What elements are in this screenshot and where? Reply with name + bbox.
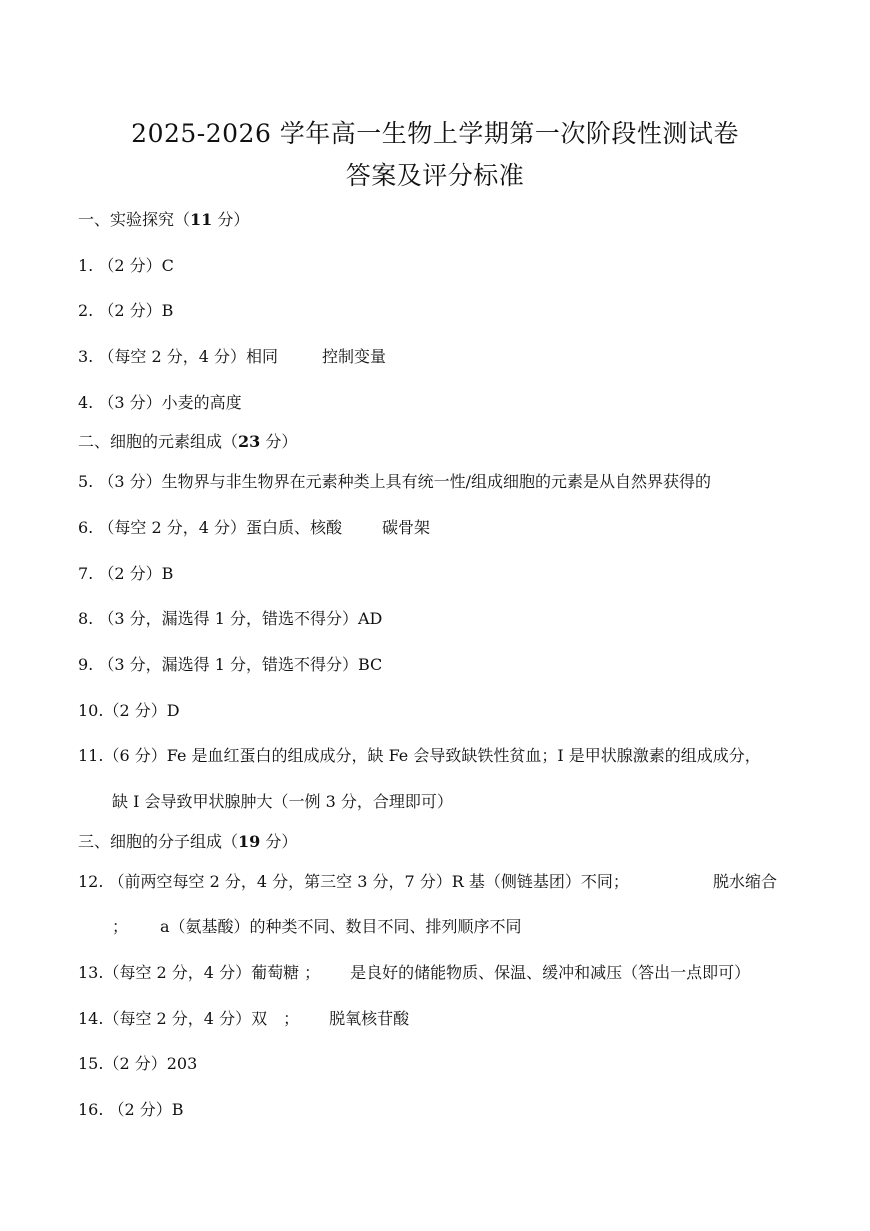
section-heading-1	[78, 209, 249, 231]
answer-3	[78, 346, 386, 368]
section-points: 11	[190, 210, 213, 229]
section-heading-prefix: 一、实验探究（	[78, 210, 191, 229]
answer-12-separator: ；	[112, 917, 129, 936]
answer-12-part-2: 脱水缩合	[713, 872, 778, 891]
page-subtitle: 答案及评分标准	[345, 161, 525, 190]
section-heading-3	[78, 831, 297, 853]
answer-14-part-1: 14.（每空 2 分，4 分）双 ；	[78, 1009, 300, 1028]
answer-6-part-1: 6. （每空 2 分，4 分）蛋白质、核酸	[78, 518, 342, 537]
answer-12-part-3: a（氨基酸）的种类不同、数目不同、排列顺序不同	[160, 917, 522, 936]
answer-10: 10.（2 分）D	[78, 701, 180, 720]
page-title: 2025-2026 学年高一生物上学期第一次阶段性测试卷	[131, 119, 739, 148]
answer-8: 8. （3 分，漏选得 1 分，错选不得分）AD	[78, 609, 383, 628]
section-heading-2	[78, 431, 297, 453]
section-points: 23	[238, 432, 261, 451]
answer-12-line-1: 12. （前两空每空 2 分，4 分，第三空 3 分，7 分）R 基（侧链基团）不同；	[78, 872, 629, 891]
section-heading-suffix: 分）	[260, 832, 298, 851]
answer-13-part-2: 是良好的储能物质、保温、缓冲和减压（答出一点即可）	[350, 963, 751, 982]
answer-14-part-2: 脱氧核苷酸	[329, 1009, 410, 1028]
section-heading-suffix: 分）	[260, 432, 298, 451]
answer-6	[78, 517, 430, 539]
answer-14	[78, 1008, 409, 1030]
answer-7: 7. （2 分）B	[78, 564, 174, 583]
answer-11-line-1: 11.（6 分）Fe 是血红蛋白的组成成分，缺 Fe 会导致缺铁性贫血；I 是甲状腺激素的组成成分，	[78, 746, 761, 765]
answer-3-part-1: 3. （每空 2 分，4 分）相同	[78, 347, 278, 366]
section-heading-suffix: 分）	[212, 210, 250, 229]
answer-4: 4. （3 分）小麦的高度	[78, 393, 242, 412]
answer-11-line-2: 缺 I 会导致甲状腺肿大（一例 3 分，合理即可）	[112, 792, 453, 811]
answer-9: 9. （3 分，漏选得 1 分，错选不得分）BC	[78, 655, 383, 674]
answer-13	[78, 962, 750, 984]
answer-15: 15.（2 分）203	[78, 1054, 198, 1073]
answer-16: 16. （2 分）B	[78, 1100, 184, 1119]
answer-5: 5. （3 分）生物界与非生物界在元素种类上具有统一性/组成细胞的元素是从自然界获得的	[78, 472, 712, 491]
section-heading-prefix: 二、细胞的元素组成（	[78, 432, 239, 451]
answer-3-part-2: 控制变量	[321, 347, 386, 366]
answer-13-part-1: 13.（每空 2 分，4 分）葡萄糖 ；	[78, 963, 321, 982]
answer-1: 1. （2 分）C	[78, 256, 174, 275]
answer-2: 2. （2 分）B	[78, 301, 174, 320]
section-heading-prefix: 三、细胞的分子组成（	[78, 832, 239, 851]
answer-6-part-2: 碳骨架	[381, 518, 430, 537]
section-points: 19	[238, 832, 261, 851]
